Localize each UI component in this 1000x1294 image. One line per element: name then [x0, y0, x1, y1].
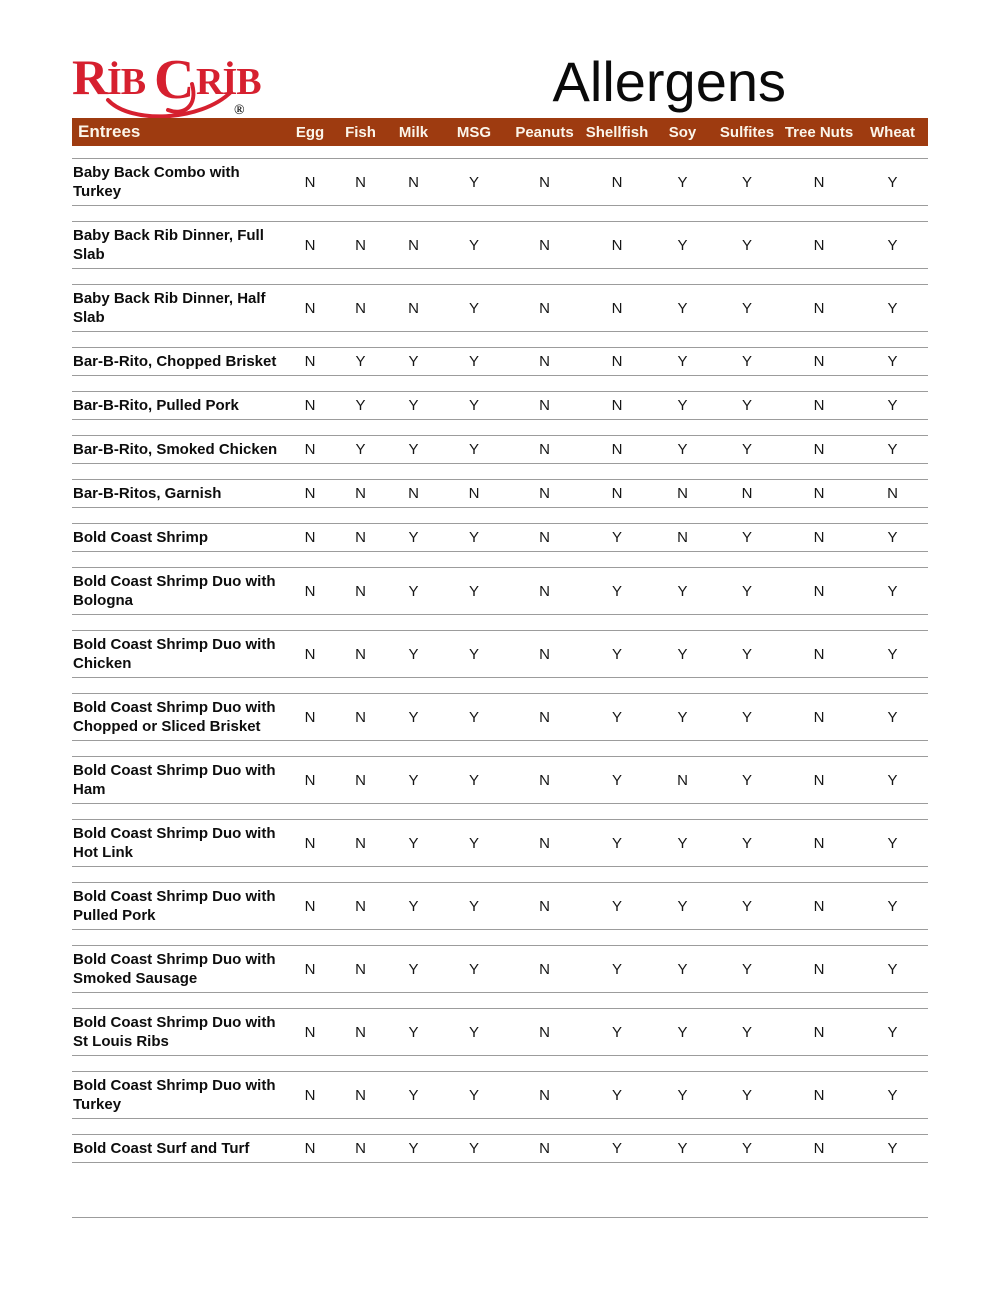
allergen-value-sulfites: Y [741, 299, 752, 317]
allergen-value-tree-nuts: N [813, 485, 825, 502]
allergen-value-wheat: Y [887, 236, 898, 254]
allergen-value-wheat: Y [887, 960, 898, 978]
allergen-value-egg: N [304, 960, 316, 978]
allergen-value-wheat: Y [887, 897, 898, 915]
allergen-value-shellfish: Y [611, 529, 622, 546]
allergen-value-milk: Y [408, 645, 419, 663]
allergen-value-egg: N [304, 353, 316, 370]
allergen-value-sulfites: N [741, 485, 753, 502]
allergen-value-fish: N [355, 645, 366, 663]
allergen-value-sulfites: Y [741, 897, 752, 915]
allergen-value-milk: N [408, 173, 419, 191]
allergen-value-milk: Y [408, 708, 419, 726]
allergen-value-wheat: Y [887, 353, 898, 370]
allergen-value-peanuts: N [539, 1140, 550, 1157]
table-row [72, 819, 928, 867]
allergen-value-fish: N [355, 1023, 366, 1041]
allergen-value-wheat: Y [887, 708, 898, 726]
allergen-value-peanuts: N [539, 708, 550, 726]
allergen-value-soy: Y [677, 645, 688, 663]
allergen-value-msg: Y [468, 1023, 479, 1041]
allergen-value-wheat: Y [887, 645, 898, 663]
allergen-value-tree-nuts: N [813, 582, 825, 600]
allergen-value-msg: Y [468, 299, 479, 317]
table-row [72, 391, 928, 420]
allergen-value-fish: N [355, 960, 366, 978]
allergen-value-shellfish: N [611, 441, 623, 458]
allergen-value-milk: Y [408, 582, 419, 600]
allergen-value-fish: Y [355, 441, 366, 458]
allergen-value-soy: Y [677, 960, 688, 978]
allergen-value-egg: N [304, 1086, 316, 1104]
allergen-value-milk: Y [408, 1140, 419, 1157]
allergen-value-peanuts: N [539, 299, 550, 317]
column-header-milk: Milk [398, 123, 429, 141]
entree-name: Bold Coast Shrimp Duo with Turkey [73, 1077, 276, 1113]
table-row [72, 479, 928, 508]
allergen-value-sulfites: Y [741, 582, 752, 600]
allergen-value-milk: Y [408, 1086, 419, 1104]
allergen-value-milk: N [408, 299, 419, 317]
allergen-value-shellfish: Y [611, 897, 622, 915]
allergen-value-tree-nuts: N [813, 645, 825, 663]
allergen-value-wheat: Y [887, 771, 898, 789]
allergen-value-egg: N [304, 441, 316, 458]
allergen-value-sulfites: Y [741, 708, 752, 726]
allergen-value-sulfites: Y [741, 173, 752, 191]
logo-text-ib1: İB [107, 61, 146, 103]
allergen-value-peanuts: N [539, 582, 550, 600]
allergen-value-fish: N [355, 897, 366, 915]
entree-name: Bar-B-Rito, Pulled Pork [73, 397, 239, 414]
allergen-value-fish: N [355, 236, 366, 254]
allergen-value-msg: Y [468, 897, 479, 915]
entree-name: Bar-B-Rito, Smoked Chicken [73, 441, 278, 458]
allergen-value-shellfish: Y [611, 1140, 622, 1157]
allergen-value-wheat: Y [887, 441, 898, 458]
entree-name: Baby Back Combo with Turkey [73, 164, 240, 200]
table-row [72, 945, 928, 993]
entree-name: Bold Coast Shrimp Duo with St Louis Ribs [73, 1014, 276, 1050]
allergen-value-egg: N [304, 485, 316, 502]
table-row [72, 693, 928, 741]
allergen-value-milk: Y [408, 771, 419, 789]
entree-name: Bold Coast Shrimp [73, 529, 209, 546]
allergen-value-msg: Y [468, 1086, 479, 1104]
table-footer-line [72, 1178, 928, 1218]
allergen-value-soy: N [677, 485, 688, 502]
column-header-fish: Fish [345, 123, 376, 141]
allergen-value-tree-nuts: N [813, 708, 825, 726]
allergen-value-fish: N [355, 771, 366, 789]
entree-name: Bold Coast Shrimp Duo with Pulled Pork [73, 888, 276, 924]
allergen-value-egg: N [304, 771, 316, 789]
allergen-value-milk: Y [408, 834, 419, 852]
entree-name: Baby Back Rib Dinner, Half Slab [73, 290, 266, 326]
allergen-value-msg: Y [468, 353, 479, 370]
entree-name: Bar-B-Ritos, Garnish [73, 485, 222, 502]
allergen-value-fish: N [355, 1140, 366, 1157]
allergen-value-shellfish: Y [611, 1086, 622, 1104]
allergen-value-tree-nuts: N [813, 236, 825, 254]
allergen-value-msg: Y [468, 529, 479, 546]
entree-name: Bold Coast Shrimp Duo with Chopped or Sliced Brisket [73, 699, 276, 735]
allergen-value-wheat: Y [887, 834, 898, 852]
allergen-value-shellfish: N [611, 485, 623, 502]
allergen-value-soy: Y [677, 397, 688, 414]
allergen-value-peanuts: N [539, 960, 550, 978]
table-row [72, 1134, 928, 1163]
allergen-value-wheat: Y [887, 299, 898, 317]
allergen-value-tree-nuts: N [813, 441, 825, 458]
allergen-value-shellfish: Y [611, 771, 622, 789]
allergen-value-shellfish: N [611, 353, 623, 370]
allergen-value-msg: Y [468, 1140, 479, 1157]
allergen-value-fish: N [355, 299, 366, 317]
allergen-value-tree-nuts: N [813, 173, 825, 191]
allergen-value-fish: Y [355, 353, 366, 370]
allergen-value-wheat: Y [887, 1086, 898, 1104]
allergen-value-egg: N [304, 1023, 316, 1041]
allergen-value-milk: N [408, 485, 419, 502]
allergen-value-soy: Y [677, 441, 688, 458]
entree-name: Bold Coast Shrimp Duo with Ham [73, 762, 276, 798]
allergen-value-sulfites: Y [741, 353, 752, 370]
allergen-value-egg: N [304, 299, 316, 317]
column-header-sulfites: Sulfites [719, 123, 775, 141]
table-row [72, 1008, 928, 1056]
allergen-value-tree-nuts: N [813, 299, 825, 317]
allergen-value-wheat: Y [887, 397, 898, 414]
allergen-value-egg: N [304, 529, 316, 546]
allergen-value-sulfites: Y [741, 1023, 752, 1041]
allergen-value-wheat: Y [887, 582, 898, 600]
entree-name: Bold Coast Shrimp Duo with Hot Link [73, 825, 276, 861]
allergen-value-tree-nuts: N [813, 353, 825, 370]
allergen-value-sulfites: Y [741, 834, 752, 852]
table-row [72, 882, 928, 930]
allergen-value-soy: Y [677, 1086, 688, 1104]
allergen-value-milk: Y [408, 960, 419, 978]
allergen-value-shellfish: Y [611, 834, 622, 852]
allergens-document [72, 0, 928, 1218]
allergen-value-sulfites: Y [741, 771, 752, 789]
table-row [72, 567, 928, 615]
allergen-value-sulfites: Y [741, 236, 752, 254]
allergen-value-tree-nuts: N [813, 1086, 825, 1104]
allergen-value-soy: Y [677, 834, 688, 852]
allergen-value-sulfites: Y [741, 397, 752, 414]
allergen-value-sulfites: Y [741, 645, 752, 663]
ribcrib-logo [72, 40, 277, 118]
allergen-value-egg: N [304, 834, 316, 852]
allergen-value-shellfish: Y [611, 645, 622, 663]
allergen-value-fish: N [355, 582, 366, 600]
allergen-value-msg: Y [468, 834, 479, 852]
allergen-value-shellfish: Y [611, 1023, 622, 1041]
allergen-value-egg: N [304, 645, 316, 663]
table-row [72, 523, 928, 552]
allergen-value-peanuts: N [539, 236, 550, 254]
allergen-value-peanuts: N [539, 834, 550, 852]
allergen-value-soy: Y [677, 173, 688, 191]
allergen-value-tree-nuts: N [813, 834, 825, 852]
allergen-value-msg: N [468, 485, 480, 502]
allergen-value-milk: Y [408, 897, 419, 915]
allergen-value-peanuts: N [539, 441, 550, 458]
allergen-value-shellfish: Y [611, 708, 622, 726]
allergen-value-sulfites: Y [741, 529, 752, 546]
allergen-value-fish: N [355, 173, 366, 191]
allergen-value-msg: Y [468, 771, 479, 789]
allergen-value-tree-nuts: N [813, 960, 825, 978]
allergen-value-tree-nuts: N [813, 1023, 825, 1041]
column-header-entrees: Entrees [78, 122, 141, 141]
table-row [72, 435, 928, 464]
allergen-value-soy: Y [677, 1140, 688, 1157]
table-row [72, 756, 928, 804]
allergen-value-egg: N [304, 236, 316, 254]
allergen-value-tree-nuts: N [813, 397, 825, 414]
column-header-peanuts: Peanuts [515, 123, 574, 141]
allergen-value-egg: N [304, 397, 316, 414]
allergen-value-msg: Y [468, 582, 479, 600]
entree-name: Bold Coast Shrimp Duo with Chicken [73, 636, 276, 672]
allergen-value-tree-nuts: N [813, 771, 825, 789]
allergen-value-msg: Y [468, 441, 479, 458]
column-header-egg: Egg [295, 123, 325, 141]
allergen-value-wheat: Y [887, 1140, 898, 1157]
allergen-value-milk: Y [408, 353, 419, 370]
allergen-value-soy: Y [677, 897, 688, 915]
entree-name: Baby Back Rib Dinner, Full Slab [73, 227, 264, 263]
logo-text-r1: R [72, 49, 109, 105]
allergen-value-fish: N [355, 834, 366, 852]
allergen-value-soy: N [677, 771, 688, 789]
allergen-value-milk: N [408, 236, 419, 254]
allergen-value-fish: N [355, 1086, 366, 1104]
allergen-value-egg: N [304, 897, 316, 915]
allergen-value-shellfish: Y [611, 582, 622, 600]
entree-name: Bold Coast Shrimp Duo with Bologna [73, 573, 276, 609]
allergen-value-wheat: Y [887, 173, 898, 191]
allergen-value-shellfish: N [611, 397, 623, 414]
allergen-value-egg: N [304, 173, 316, 191]
column-header-tree-nuts: Tree Nuts [784, 123, 854, 141]
table-row [72, 1071, 928, 1119]
allergen-value-peanuts: N [539, 529, 550, 546]
ribcrib-logo-graphic [72, 40, 277, 118]
allergen-value-sulfites: Y [741, 441, 752, 458]
allergen-value-tree-nuts: N [813, 1140, 825, 1157]
allergen-value-peanuts: N [539, 897, 550, 915]
table-row [72, 347, 928, 376]
column-header-soy: Soy [668, 123, 697, 141]
allergen-value-msg: Y [468, 708, 479, 726]
table-row [72, 158, 928, 206]
allergen-value-fish: Y [355, 397, 366, 414]
column-header-msg: MSG [456, 123, 492, 141]
allergen-value-shellfish: Y [611, 960, 622, 978]
allergen-value-tree-nuts: N [813, 529, 825, 546]
allergen-value-milk: Y [408, 529, 419, 546]
allergen-value-msg: Y [468, 397, 479, 414]
registered-trademark-icon: ® [234, 103, 245, 118]
table-row [72, 221, 928, 269]
allergen-value-peanuts: N [539, 645, 550, 663]
allergen-value-peanuts: N [539, 397, 550, 414]
allergen-value-fish: N [355, 529, 366, 546]
allergen-value-soy: Y [677, 236, 688, 254]
allergen-value-fish: N [355, 708, 366, 726]
entree-name: Bold Coast Shrimp Duo with Smoked Sausage [73, 951, 276, 987]
allergen-value-msg: Y [468, 645, 479, 663]
allergen-value-tree-nuts: N [813, 897, 825, 915]
allergen-value-soy: N [677, 529, 688, 546]
allergen-value-peanuts: N [539, 771, 550, 789]
allergen-value-peanuts: N [539, 1023, 550, 1041]
allergen-value-egg: N [304, 708, 316, 726]
column-header-wheat: Wheat [870, 123, 915, 141]
allergen-value-shellfish: N [611, 236, 623, 254]
allergen-value-soy: Y [677, 1023, 688, 1041]
allergen-value-peanuts: N [539, 173, 550, 191]
document-header [72, 0, 928, 118]
logo-text-c: C [154, 49, 195, 111]
allergen-value-egg: N [304, 1140, 316, 1157]
allergen-value-fish: N [355, 485, 366, 502]
allergen-value-soy: Y [677, 299, 688, 317]
table-row [72, 284, 928, 332]
allergen-value-peanuts: N [539, 1086, 550, 1104]
allergen-value-wheat: Y [887, 529, 898, 546]
allergen-value-egg: N [304, 582, 316, 600]
allergen-value-shellfish: N [611, 299, 623, 317]
table-row [72, 630, 928, 678]
allergen-value-soy: Y [677, 582, 688, 600]
allergens-table [72, 118, 928, 1218]
allergen-value-msg: Y [468, 236, 479, 254]
allergen-value-sulfites: Y [741, 960, 752, 978]
entree-name: Bold Coast Surf and Turf [73, 1140, 250, 1157]
allergen-value-msg: Y [468, 960, 479, 978]
column-header-shellfish: Shellfish [585, 123, 649, 141]
allergen-value-shellfish: N [611, 173, 623, 191]
allergen-value-milk: Y [408, 441, 419, 458]
allergen-value-msg: Y [468, 173, 479, 191]
allergen-value-sulfites: Y [741, 1140, 752, 1157]
logo-text-rib2: RİB [196, 61, 261, 103]
allergen-value-sulfites: Y [741, 1086, 752, 1104]
allergen-value-wheat: N [887, 485, 898, 502]
allergen-value-soy: Y [677, 708, 688, 726]
allergen-value-wheat: Y [887, 1023, 898, 1041]
table-header-row [72, 118, 928, 146]
entree-name: Bar-B-Rito, Chopped Brisket [73, 353, 277, 370]
allergen-value-peanuts: N [539, 485, 550, 502]
allergen-value-milk: Y [408, 1023, 419, 1041]
table-body [72, 158, 928, 1163]
page-title: Allergens [552, 50, 786, 113]
allergen-value-milk: Y [408, 397, 419, 414]
allergen-value-soy: Y [677, 353, 688, 370]
allergen-value-peanuts: N [539, 353, 550, 370]
